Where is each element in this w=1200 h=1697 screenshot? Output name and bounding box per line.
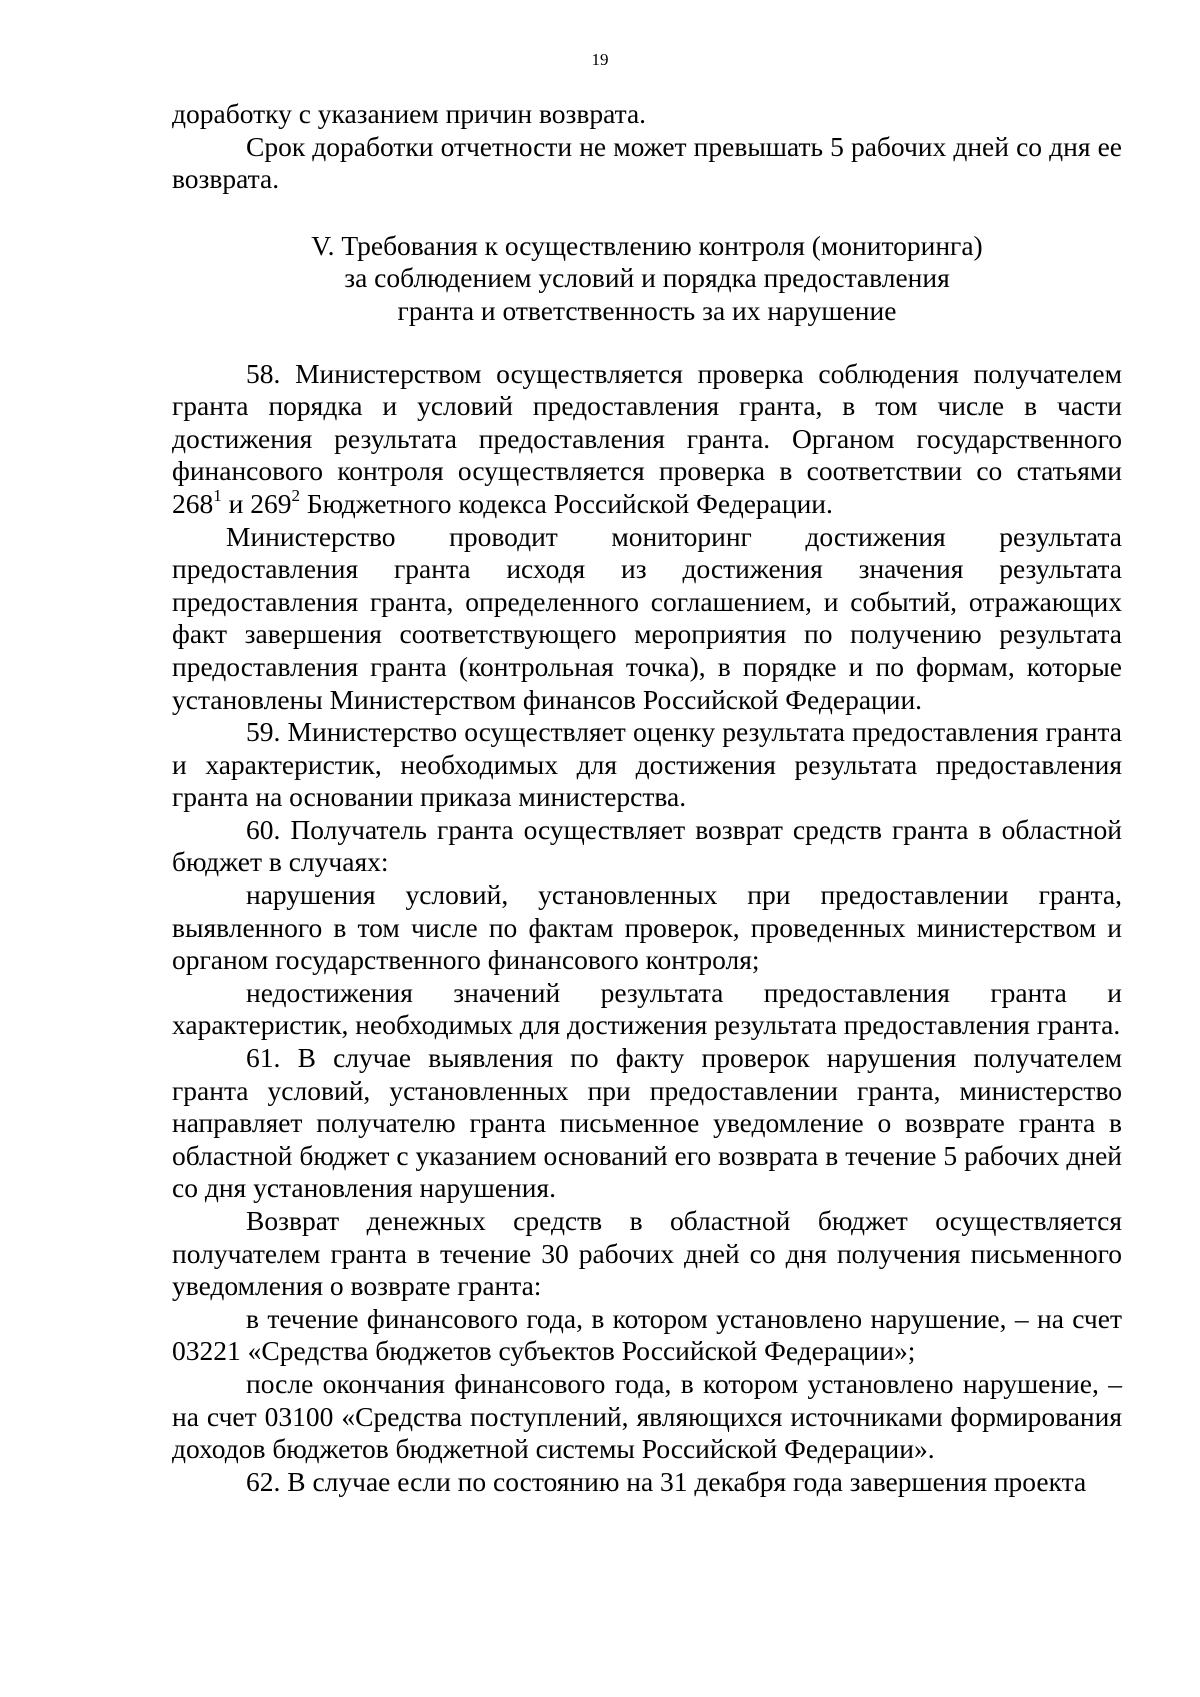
conjunction: и [221, 487, 251, 519]
paragraph-58-text: 58. Министерством осуществляется проверка соблюдения получателем гранта порядка и условий предоставления гранта, в том числе в части достижения результата предоставления гранта. Органом государственного финансового контроля осуществляется проверка в соответствии со статьями [172, 357, 1122, 487]
paragraph-continuation: доработку с указанием причин возврата. [172, 98, 647, 129]
paragraph-deadline: Срок доработки отчетности не может превышать 5 рабочих дней со дня ее возврата. [172, 130, 1122, 195]
section-heading-line-2: за соблюдением условий и порядка предоставления [344, 262, 950, 294]
paragraph-60-case-2: недостижения значений результата предоставления гранта и характеристик, необходимых для достижения результата предоставления гранта. [172, 976, 1122, 1041]
article-269: 269 [250, 487, 292, 519]
paragraph-58-tail: Бюджетного кодекса Российской Федерации. [299, 487, 833, 519]
paragraph-60: 60. Получатель гранта осуществляет возврат средств гранта в областной бюджет в случаях: [172, 813, 1122, 878]
article-269-superscript: 2 [291, 485, 300, 505]
paragraph-61-account-2: после окончания финансового года, в котором установлено нарушение, – на счет 03100 «Средства поступлений, являющихся источниками формирования доходов бюджетов бюджетной системы Российской Федерации». [172, 1367, 1122, 1465]
section-heading-line-1: V. Требования к осуществлению контроля (мониторинга) [311, 229, 983, 261]
paragraph-61-refund: Возврат денежных средств в областной бюджет осуществляется получателем гранта в течение 30 рабочих дней со дня получения письменного уведомления о возврате гранта: [172, 1205, 1122, 1302]
paragraph-61-account-1: в течение финансового года, в котором установлено нарушение, – на счет 03221 «Средства бюджетов субъектов Российской Федерации»; [172, 1302, 1122, 1367]
article-268-superscript: 1 [213, 485, 222, 505]
paragraph-61: 61. В случае выявления по факту проверок нарушения получателем гранта условий, установленных при предоставлении гранта, министерство направляет получателю гранта письменное уведомление о возврате гранта в областной бюджет с указанием оснований его возврата в течение 5 рабочих дней со дня установления нарушения. [172, 1042, 1122, 1204]
paragraph-58 [172, 358, 1122, 521]
section-heading-line-3: гранта и ответственность за их нарушение [397, 294, 897, 326]
paragraph-62: 62. В случае если по состоянию на 31 декабря года завершения проекта [246, 1465, 1087, 1497]
page-number: 19 [591, 50, 609, 69]
paragraph-58-monitoring: Министерство проводит мониторинг достижения результата предоставления гранта исходя из достижения значения результата предоставления гранта, определенного соглашением, и событий, отражающих факт завершения соответствующего мероприятия по получению результата предоставления гранта (контрольная точка), в порядке и по формам, которые установлены Министерством финансов Российской Федерации. [172, 520, 1122, 715]
article-268: 268 [172, 487, 214, 519]
paragraph-59: 59. Министерство осуществляет оценку результата предоставления гранта и характеристик, необходимых для достижения результата предоставления гранта на основании приказа министерства. [172, 716, 1122, 813]
document-body [172, 98, 1122, 1498]
section-heading [172, 230, 1122, 328]
paragraph-60-case-1: нарушения условий, установленных при предоставлении гранта, выявленного в том числе по фактам проверок, проведенных министерством и органом государственного финансового контроля; [172, 879, 1122, 976]
